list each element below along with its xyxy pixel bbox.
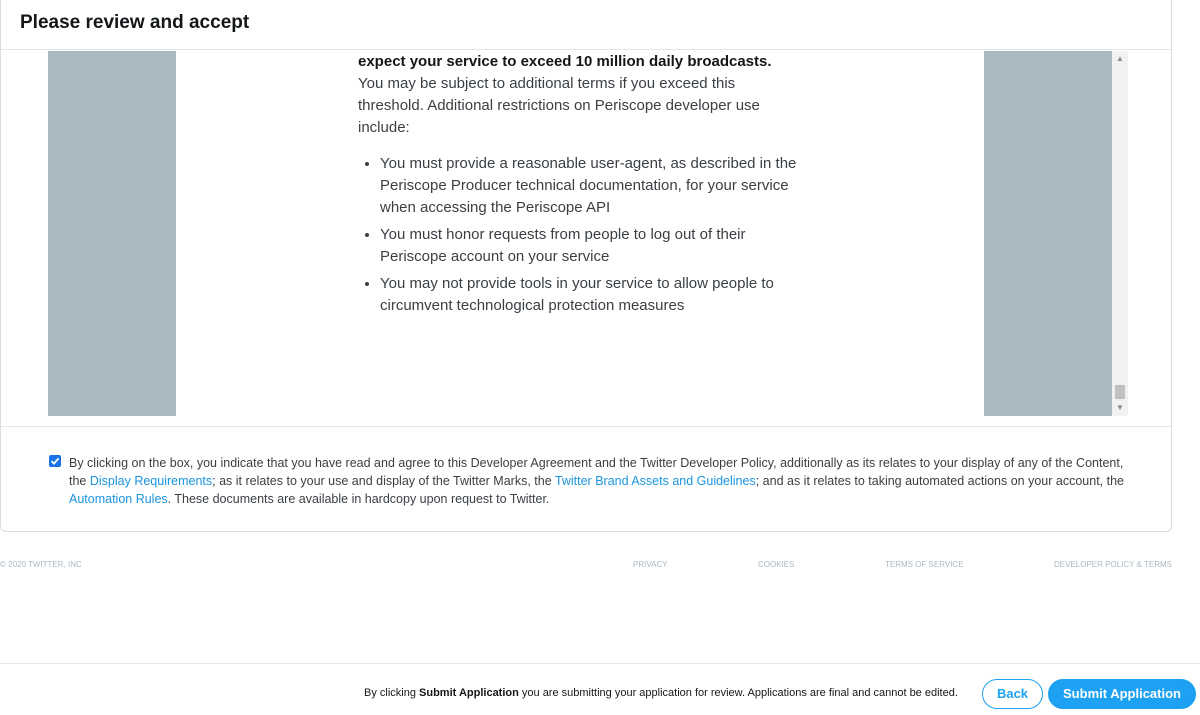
copyright: © 2020 TWITTER, INC: [0, 560, 82, 569]
list-item: • You must honor requests from people to log out of their Periscope account on your service: [380, 224, 798, 268]
consent-text-part: ; as it relates to your use and display of the Twitter Marks, the: [212, 474, 555, 488]
agreement-paragraph-text: You may be subject to additional terms if you exceed this threshold. Additional restrictions on Periscope developer use include:: [358, 75, 760, 136]
action-bar: [0, 663, 1200, 715]
restrictions-list: [358, 153, 798, 317]
agreement-paragraph: [358, 51, 798, 139]
cookies-link[interactable]: COOKIES: [758, 560, 795, 569]
terms-link[interactable]: TERMS OF SERVICE: [885, 560, 964, 569]
consent-text: [69, 454, 1129, 508]
consent-text-part: ; and as it relates to taking automated actions on your account, the: [755, 474, 1124, 488]
developer-policy-link[interactable]: DEVELOPER POLICY & TERMS: [1054, 560, 1172, 569]
submit-note-suffix: you are submitting your application for review. Applications are final and cannot be edited.: [518, 687, 958, 699]
back-button[interactable]: Back: [982, 679, 1043, 709]
agreement-viewer[interactable]: [48, 51, 1128, 416]
brand-assets-link[interactable]: Twitter Brand Assets and Guidelines: [554, 474, 756, 488]
privacy-link[interactable]: PRIVACY: [633, 560, 668, 569]
scroll-thumb[interactable]: [1115, 385, 1125, 399]
agreement-bold-text: expect your service to exceed 10 million daily broadcasts.: [358, 53, 772, 70]
page-footer: [0, 560, 1200, 572]
agreement-text: [358, 51, 798, 322]
list-item: • You must provide a reasonable user-agent, as described in the Periscope Producer technical documentation, for your service when accessing the Periscope API: [380, 153, 798, 219]
submit-note: [364, 687, 958, 699]
viewer-scrollbar[interactable]: [1112, 51, 1128, 416]
divider: [1, 426, 1173, 427]
viewer-gutter-right: [984, 51, 1112, 416]
checkmark-icon: [50, 456, 60, 466]
agreement-page: [176, 51, 984, 416]
agree-checkbox[interactable]: [49, 455, 61, 467]
card-header: [1, 0, 1173, 50]
list-item: • You may not provide tools in your service to allow people to circumvent technological protection measures: [380, 273, 798, 317]
viewer-gutter-left: [48, 51, 176, 416]
scroll-up-icon[interactable]: ▲: [1116, 54, 1124, 63]
consent-text-part: . These documents are available in hardcopy upon request to Twitter.: [167, 492, 550, 506]
automation-rules-link[interactable]: Automation Rules: [69, 492, 168, 506]
display-requirements-link[interactable]: Display Requirements: [89, 474, 213, 488]
page-title: Please review and accept: [20, 12, 250, 33]
submit-note-bold: Submit Application: [419, 687, 519, 699]
consent-text-part: By clicking on the box, you indicate that you have read and agree to this Developer Agreement and the Twitter Developer Policy, additionally as its relates to your display of any of the Content, the: [69, 456, 1124, 488]
scroll-down-icon[interactable]: ▼: [1116, 403, 1124, 412]
submit-note-prefix: By clicking: [364, 687, 420, 699]
submit-application-button[interactable]: Submit Application: [1048, 679, 1196, 709]
